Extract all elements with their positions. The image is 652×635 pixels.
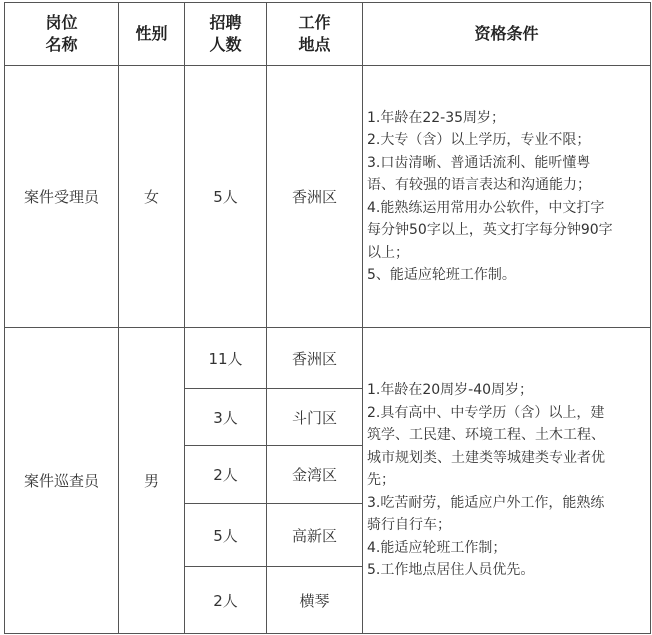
position-cell: 案件受理员 [5, 66, 119, 328]
location-cell: 横琴 [267, 567, 363, 634]
count-cell: 2人 [185, 567, 267, 634]
location-cell: 高新区 [267, 504, 363, 567]
position-cell: 案件巡查员 [5, 328, 119, 634]
header-count: 招聘 人数 [185, 3, 267, 66]
requirement-line: 2.具有高中、中专学历（含）以上，建 [367, 404, 605, 421]
location-cell: 香洲区 [267, 66, 363, 328]
header-requirements: 资格条件 [363, 3, 651, 66]
recruitment-table [4, 2, 651, 634]
count-cell: 2人 [185, 446, 267, 504]
requirements-cell [363, 66, 651, 328]
requirement-line: 3.吃苦耐劳，能适应户外工作，能熟练 [367, 494, 605, 511]
table-row [5, 66, 651, 328]
requirement-line: 骑行自行车； [367, 517, 451, 534]
requirement-line: 4.能熟练运用常用办公软件，中文打字 [367, 199, 605, 216]
requirement-line: 语、有较强的语言表达和沟通能力； [367, 177, 591, 193]
requirement-line: 5.工作地点居住人员优先。 [367, 562, 535, 579]
count-cell: 11人 [185, 328, 267, 389]
gender-cell: 女 [119, 66, 185, 328]
requirement-line: 城市规划类、土建类等城建类专业者优 [367, 449, 605, 466]
requirement-line: 以上； [367, 244, 409, 261]
location-cell: 斗门区 [267, 389, 363, 446]
header-gender: 性别 [119, 3, 185, 66]
table-row [5, 328, 651, 389]
location-cell: 金湾区 [267, 446, 363, 504]
requirement-line: 先； [367, 472, 395, 489]
location-cell: 香洲区 [267, 328, 363, 389]
count-cell: 5人 [185, 504, 267, 567]
count-cell: 3人 [185, 389, 267, 446]
requirement-line: 1.年龄在22-35周岁； [367, 109, 506, 126]
header-position: 岗位 名称 [5, 3, 119, 66]
requirement-line: 4.能适应轮班工作制； [367, 539, 507, 556]
gender-cell: 男 [119, 328, 185, 634]
count-cell: 5人 [185, 66, 267, 328]
requirements-cell [363, 328, 651, 634]
header-row [5, 3, 651, 66]
requirement-line: 筑学、工民建、环境工程、土木工程、 [367, 427, 605, 444]
requirement-line: 每分钟50字以上，英文打字每分钟90字 [367, 222, 613, 238]
requirement-line: 3.口齿清晰、普通话流利、能听懂粤 [367, 154, 591, 171]
requirement-line: 5、能适应轮班工作制。 [367, 267, 516, 283]
header-location: 工作 地点 [267, 3, 363, 66]
requirement-line: 1.年龄在20周岁-40周岁； [367, 382, 534, 399]
requirement-line: 2.大专（含）以上学历，专业不限； [367, 132, 591, 148]
